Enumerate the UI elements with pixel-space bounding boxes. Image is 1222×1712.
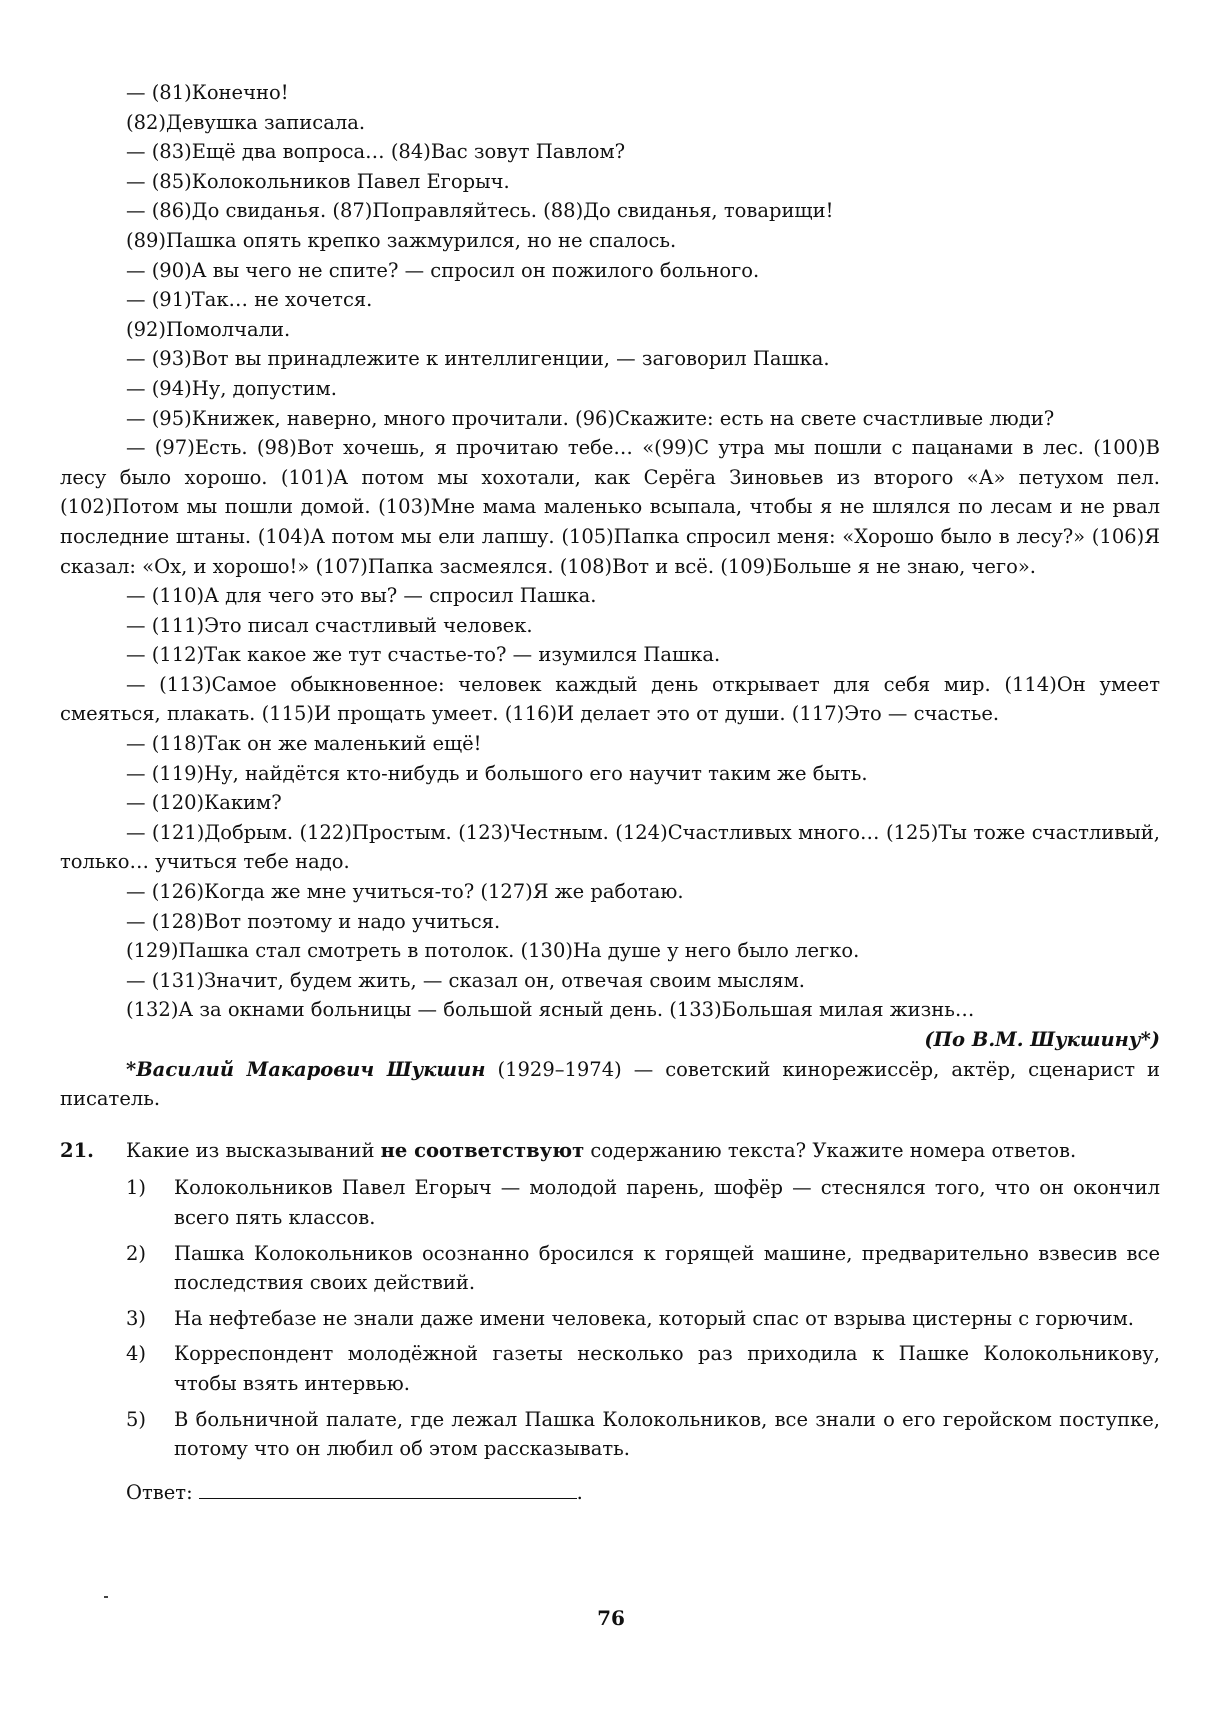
text-line: — (91)Так… не хочется. [126,288,373,312]
answer-option [60,1304,1160,1334]
question-number: 21. [60,1138,94,1162]
text-line: — (128)Вот поэтому и надо учиться. [126,909,501,933]
text-line: — (95)Книжек, наверно, много прочитали. (96)Скажите: есть на свете счастливые люди? [126,406,1055,430]
text-line: (92)Помолчали. [126,317,291,341]
question-text-bold: не соответствуют [380,1138,585,1162]
text-line: — (94)Ну, допустим. [126,376,337,400]
option-number: 4) [126,1342,147,1366]
option-text: На нефтебазе не знали даже имени человека, который спас от взрыва цистерны с горючим. [174,1306,1135,1330]
text-line: — (131)Значит, будем жить, — сказал он, отвечая своим мыслям. [126,968,805,992]
scan-mark [104,1596,108,1598]
text-line: — (118)Так он же маленький ещё! [126,732,482,756]
question-text-after: содержанию текста? Укажите номера ответов. [584,1138,1077,1162]
footnote-author: *Василий Макарович Шукшин [126,1057,486,1081]
option-text: Колокольников Павел Егорыч — молодой парень, шофёр — стеснялся того, что он окончил всего пять классов. [174,1176,1160,1229]
text-line: — (93)Вот вы принадлежите к интеллигенции, — заговорил Пашка. [126,347,830,371]
footnote [60,1055,1160,1114]
answer-option [60,1239,1160,1298]
text-line: — (110)А для чего это вы? — спросил Пашка. [126,584,597,608]
page-number: 76 [597,1606,625,1630]
text-line: (82)Девушка записала. [126,110,366,134]
option-text: В больничной палате, где лежал Пашка Колокольников, все знали о его геройском поступке, потому что он любил об этом рассказывать. [174,1407,1160,1461]
answer-options [60,1173,1160,1463]
answer-line [60,1478,1160,1508]
text-line: — (112)Так какое же тут счастье-то? — изумился Пашка. [126,643,721,667]
option-number: 2) [126,1241,147,1265]
answer-label: Ответ: [126,1480,193,1504]
text-line: — (85)Колокольников Павел Егорыч. [126,169,510,193]
text-line: (132)А за окнами больницы — большой ясный день. (133)Большая милая жизнь… [126,998,975,1022]
answer-blank[interactable] [199,1478,577,1499]
option-number: 1) [126,1176,147,1200]
text-line: — (119)Ну, найдётся кто-нибудь и большого его научит таким же быть. [126,761,868,785]
text-source: (По В.М. Шукшину*) [924,1028,1160,1051]
text-line: — (83)Ещё два вопроса… (84)Вас зовут Павлом? [126,140,626,164]
answer-end: . [576,1480,583,1504]
footnote-text: (1929–1974) — советский кинорежиссёр, актёр, сценарист и писатель. [60,1057,1161,1111]
text-line: (89)Пашка опять крепко зажмурился, но не спалось. [126,228,677,252]
option-text: Пашка Колокольников осознанно бросился к горящей машине, предварительно взвесив все последствия своих действий. [174,1241,1160,1295]
text-paragraph: — (97)Есть. (98)Вот хочешь, я прочитаю тебе… «(99)С утра мы пошли с пацанами в лес. (100)В лесу было хорошо. (101)А потом мы хохотали, как Серёга Зиновьев из второго «А» петухом пел. (102)Потом мы пошли домой. (103)Мне мама маленько всыпала, чтобы я не шлялся по лесам и не рвал последние штаны. (104)А потом мы ели лапшу. (105)Папка спросил меня: «Хорошо было в лесу?» (106)Я сказал: «Ох, и хорошо!» (107)Папка засмеялся. (108)Вот и всё. (109)Больше я не знаю, чего». [60,436,1160,578]
answer-option [60,1339,1160,1398]
text-line: — (120)Каким? [126,791,282,815]
option-number: 3) [126,1306,147,1330]
text-line: — (126)Когда же мне учиться-то? (127)Я же работаю. [126,880,684,904]
text-line: (129)Пашка стал смотреть в потолок. (130)На душе у него было легко. [126,939,860,963]
question-21 [60,1136,1160,1166]
text-paragraph: — (121)Добрым. (122)Простым. (123)Честным. (124)Счастливых много… (125)Ты тоже счастливый, только… учиться тебе надо. [60,820,1160,874]
text-line: — (86)До свиданья. (87)Поправляйтесь. (88)До свиданья, товарищи! [126,199,834,223]
option-number: 5) [126,1407,147,1431]
answer-option [60,1405,1160,1464]
answer-option [60,1173,1160,1232]
option-text: Корреспондент молодёжной газеты несколько раз приходила к Пашке Колокольникову, чтобы взять интервью. [174,1342,1160,1395]
text-line: — (81)Конечно! [126,81,289,104]
document-page [60,78,1160,1507]
text-paragraph: — (113)Самое обыкновенное: человек каждый день открывает для себя мир. (114)Он умеет смеяться, плакать. (115)И прощать умеет. (116)И делает это от души. (117)Это — счастье. [60,672,1160,726]
text-line: — (111)Это писал счастливый человек. [126,613,533,637]
question-text-before: Какие из высказываний [126,1138,381,1162]
text-line: — (90)А вы чего не спите? — спросил он пожилого больного. [126,258,760,282]
